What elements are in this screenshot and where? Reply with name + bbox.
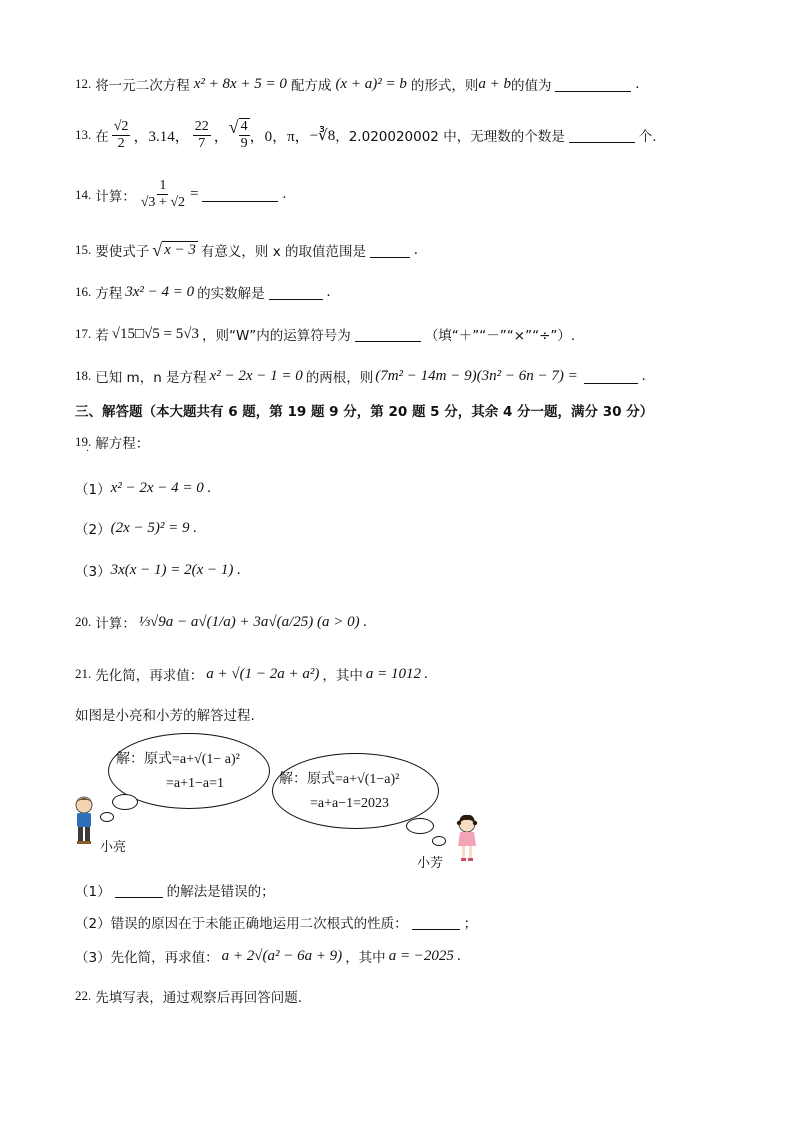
question-15: 15. 要使式子 √ x − 3 有意义，则 x 的取值范围是 .: [75, 240, 418, 260]
question-number: 17.: [75, 326, 92, 341]
question-number: 12.: [75, 76, 92, 91]
answer-blank[interactable]: [370, 243, 410, 258]
value: a = −2025: [388, 947, 454, 964]
bubble-right-line-2: =a+a−1=2023: [310, 796, 390, 811]
bubble-puff: [112, 794, 138, 810]
question-text: 将一元二次方程: [95, 78, 190, 94]
question-text: 计算：: [95, 188, 136, 205]
question-number: 16.: [75, 284, 92, 299]
question-16: 16. 方程 3x² − 4 = 0 的实数解是 .: [75, 283, 331, 302]
question-text: 的值为: [510, 78, 552, 94]
question-text: 计算：: [95, 616, 136, 632]
bubble-puff: [100, 812, 114, 822]
part-tag: （3）: [75, 950, 111, 966]
options-text: （填“＋”“－”“×”“÷”）.: [424, 328, 576, 344]
question-text: 解方程：: [95, 436, 150, 452]
question-text: 先化简，再求值：: [95, 668, 204, 684]
part-tag: （2）: [75, 916, 111, 932]
question-text: 已知 m，n 是方程: [95, 370, 207, 386]
fraction: $\frac{1}{√3 + √2}$: [140, 178, 186, 210]
expression: (7m² − 14m − 9)(3n² − 6n − 7) =: [375, 367, 578, 384]
girl-figure-icon: [456, 814, 478, 862]
fraction-22-over-7: $\frac{22}{7}$: [194, 118, 209, 151]
question-text: ，则“W”内的运算符号为: [201, 328, 351, 344]
square-root: √ x − 3: [152, 240, 196, 260]
question-21-part-2: （2） 错误的原因在于未能正确地运用二次根式的性质： ；: [75, 912, 477, 932]
part-tag: （1）: [75, 482, 111, 498]
equation: (x + a)² = b: [335, 75, 407, 92]
number-list: ，0，π，: [249, 128, 310, 145]
bubble-left-line-2: =a+1−a=1: [166, 776, 225, 791]
equation: x² + 8x + 5 = 0: [193, 75, 287, 92]
question-21-part-1: [75, 880, 275, 900]
bubble-puff: [432, 836, 446, 846]
period: .: [635, 75, 640, 92]
equation: x² − 2x − 1 = 0: [209, 367, 303, 384]
question-text: 在: [95, 129, 109, 145]
stray-dot: ·: [86, 446, 90, 457]
question-21: 21. 先化简，再求值： a + √(1 − 2a + a²) ，其中 a = 1012 .: [75, 665, 428, 684]
question-number: 20.: [75, 614, 92, 629]
unit: 个.: [638, 129, 657, 145]
question-text: 先填写表，通过观察后再回答问题.: [95, 990, 303, 1006]
question-number: 18.: [75, 368, 92, 383]
question-text: 要使式子: [95, 244, 150, 260]
question-text: 的两根，则: [305, 370, 374, 386]
question-text: 有意义，则 x 的取值范围是: [200, 244, 366, 260]
question-19-part-1: [75, 478, 211, 498]
expression: a + √(1 − 2a + a²): [206, 665, 320, 682]
question-18: 18. 已知 m，n 是方程 x² − 2x − 1 = 0 的两根，则 (7m² − 14m − 9)(3n² − 6n − 7) = .: [75, 367, 646, 386]
question-text: 的解法是错误的；: [166, 884, 275, 900]
question-21-intro: 如图是小亮和小芳的解答过程.: [75, 708, 255, 724]
bubble-right-line-1: 解：原式=a+√(1−a)²: [279, 772, 400, 787]
answer-blank[interactable]: [202, 187, 278, 202]
answer-blank[interactable]: [555, 77, 631, 92]
value: a = 1012: [365, 665, 421, 682]
question-text: 的形式，则: [410, 78, 479, 94]
fraction-sqrt2-over-2: $\frac{√2}{2}$: [113, 118, 129, 151]
question-21-part-3: （3） 先化简，再求值： a + 2√(a² − 6a + 9) ，其中 a = −2025 .: [75, 947, 461, 966]
question-text: ，2.020020002 中，无理数的个数是: [335, 129, 565, 145]
bubble-left-line-1: 解：原式=a+√(1− a)²: [116, 752, 240, 767]
expression: a + 2√(a² − 6a + 9): [221, 947, 343, 964]
name-label-left: 小亮: [100, 840, 127, 855]
question-text: 的实数解是: [197, 286, 265, 302]
answer-blank[interactable]: [569, 128, 635, 143]
question-19-part-3: [75, 560, 241, 580]
question-text: ，其中: [322, 668, 363, 684]
part-tag: （2）: [75, 522, 111, 538]
expression: ⅓√9a − a√(1/a) + 3a√(a/25) (a > 0) .: [138, 613, 368, 630]
equation: 3x² − 4 = 0: [125, 283, 195, 300]
question-number: 21.: [75, 666, 92, 681]
equation: x² − 2x − 4 = 0 .: [110, 479, 212, 496]
sqrt-fraction: √ $\frac{4}{9}$: [228, 117, 248, 151]
part-tag: （3）: [75, 564, 111, 580]
bubble-puff: [406, 818, 434, 834]
question-13: 13. 在 $\frac{√2}{2}$ ，3.14， $\frac{22}{7}$ ， √ $\frac{4}{9}$ ，0，π， −∛8 ，2.020020002 中，无理数的个数是 个.: [75, 117, 657, 151]
answer-blank[interactable]: [584, 369, 638, 384]
question-text: 配方成: [290, 78, 332, 94]
question-text: 方程: [95, 286, 123, 302]
question-17: [75, 324, 575, 344]
cube-root: −∛8: [309, 127, 336, 144]
question-14: 14. 计算： $\frac{1}{√3 + √2}$ = .: [75, 178, 287, 210]
part-tag: （1）: [75, 884, 111, 900]
question-text: ，其中: [345, 950, 386, 966]
number-list: ，3.14，: [133, 128, 190, 145]
section-heading: 三、解答题（本大题共有 6 题，第 19 题 9 分，第 20 题 5 分，其余 4 分一题，满分 30 分）: [75, 404, 654, 420]
question-text: 错误的原因在于未能正确地运用二次根式的性质：: [110, 916, 408, 932]
question-text: 先化简，再求值：: [110, 950, 219, 966]
expression: √15□√5 = 5√3: [111, 325, 199, 342]
question-22: [75, 986, 302, 1006]
answer-blank[interactable]: [115, 883, 163, 898]
question-number: 22.: [75, 988, 92, 1003]
answer-blank[interactable]: [269, 285, 323, 300]
answer-blank[interactable]: [412, 915, 460, 930]
name-label-right: 小芳: [417, 856, 444, 871]
answer-blank[interactable]: [355, 327, 421, 342]
question-number: 14.: [75, 186, 92, 202]
equation: 3x(x − 1) = 2(x − 1) .: [110, 561, 241, 578]
question-12: [75, 74, 639, 94]
question-19-part-2: [75, 518, 197, 538]
question-20: [75, 612, 367, 632]
expression: a + b: [478, 75, 511, 92]
question-number: 13.: [75, 127, 92, 142]
question-text: 若: [95, 328, 109, 344]
question-number: 15.: [75, 242, 92, 257]
equation: (2x − 5)² = 9 .: [110, 519, 197, 536]
question-number: 19.: [75, 434, 92, 449]
boy-figure-icon: [72, 795, 96, 847]
